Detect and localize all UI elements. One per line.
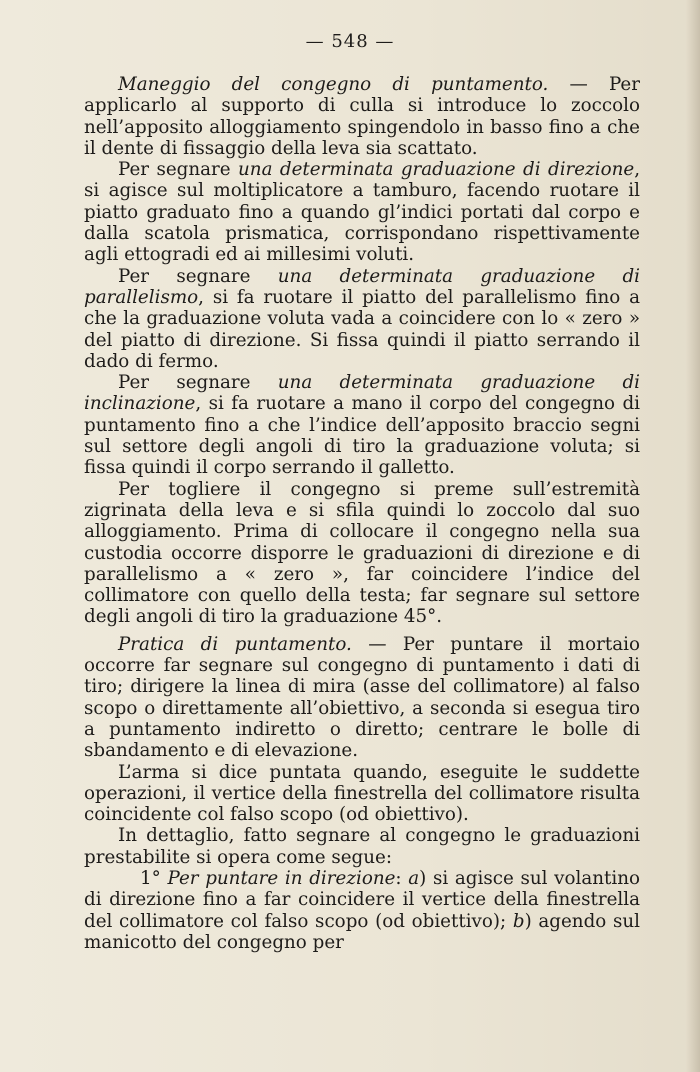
emphasis: Per puntare in direzione bbox=[167, 867, 396, 889]
paragraph-text: : bbox=[395, 867, 409, 889]
paragraph-text: Per segnare bbox=[118, 159, 239, 181]
item-letter: b bbox=[512, 910, 525, 932]
paragraph-text: Per segnare bbox=[118, 265, 278, 287]
emphasis: una determinata graduazione di direzione bbox=[238, 159, 635, 181]
paragraph-text: Per togliere il congegno si preme sull’estremità zigrinata della leva e si sfila quindi lo zoccolo dal suo alloggiamento. Prima di collocare il congegno nella sua custodia occorre disporre le graduazioni di direzione e di parallelismo a « zero », far coincidere l’indice del collimatore con quello della testa; far segnare sul settore degli angoli di tiro la graduazione 45°. bbox=[84, 478, 640, 628]
page-edge-shadow bbox=[686, 0, 700, 1072]
paragraph-text: , si agisce sul moltiplicatore a tamburo, facendo ruotare il piatto graduato fino a quando gl’indici portati dal corpo e dalla scatola prismatica, corrispondano rispettivamente agli ettogradi ed ai millesimi voluti. bbox=[84, 159, 640, 266]
body-text bbox=[84, 74, 640, 953]
paragraph-text: ) agendo sul manicotto del congegno per bbox=[84, 910, 640, 953]
paragraph-direzione bbox=[84, 159, 640, 265]
section-heading: Pratica di puntamento. bbox=[118, 633, 352, 655]
paragraph-togliere bbox=[84, 479, 640, 628]
section-heading: Maneggio del congegno di puntamento. bbox=[118, 74, 549, 95]
paragraph-text: — Per applicarlo al supporto di culla si introduce lo zoccolo nell’apposito alloggiamento spingendolo in basso fino a che il dente di fissaggio della leva sia scattato. bbox=[84, 74, 640, 159]
paragraph-text: ) si agisce sul volantino di direzione fino a far coincidere il vertice della finestrella del collimatore col falso scopo (od obiettivo); bbox=[84, 867, 640, 932]
emphasis: una determinata graduazione di parallelismo bbox=[84, 265, 641, 308]
paragraph-text: In dettaglio, fatto segnare al congegno le graduazioni prestabilite si opera come segue: bbox=[84, 825, 640, 868]
paragraph-text: Per segnare bbox=[118, 372, 278, 394]
paragraph-arma-puntata bbox=[84, 762, 640, 826]
paragraph-inclinazione bbox=[84, 372, 640, 478]
page-number: — 548 — bbox=[305, 31, 395, 52]
item-letter: a bbox=[408, 867, 420, 889]
paragraph-text: L’arma si dice puntata quando, eseguite le suddette operazioni, il vertice della finestrella del collimatore risulta coincidente col falso scopo (od obiettivo). bbox=[84, 761, 640, 826]
paragraph-puntare-direzione bbox=[84, 868, 640, 953]
paragraph-text: , si fa ruotare il piatto del parallelismo fino a che la graduazione voluta vada a coincidere con lo « zero » del piatto di direzione. Si fissa quindi il piatto serrando il dado di fermo. bbox=[84, 286, 640, 372]
paragraph-maneggio bbox=[84, 74, 640, 159]
paragraph-text: , si fa ruotare a mano il corpo del congegno di puntamento fino a che l’indice dell’apposito braccio segni sul settore degli angoli di tiro la graduazione voluta; si fissa quindi il corpo serrando il galletto. bbox=[84, 393, 640, 479]
paragraph-pratica bbox=[84, 634, 640, 762]
list-number: 1° bbox=[140, 867, 168, 889]
emphasis: una determinata graduazione di inclinazione bbox=[84, 372, 641, 415]
paragraph-text: — Per puntare il mortaio occorre far segnare sul congegno di puntamento i dati di tiro; dirigere la linea di mira (asse del collimatore) al falso scopo o direttamente all’obiettivo, a seconda si esegua tiro a puntamento indiretto o diretto; centrare le bolle di sbandamento e di elevazione. bbox=[84, 633, 640, 762]
paragraph-dettaglio bbox=[84, 825, 640, 868]
paragraph-parallelismo bbox=[84, 266, 640, 372]
